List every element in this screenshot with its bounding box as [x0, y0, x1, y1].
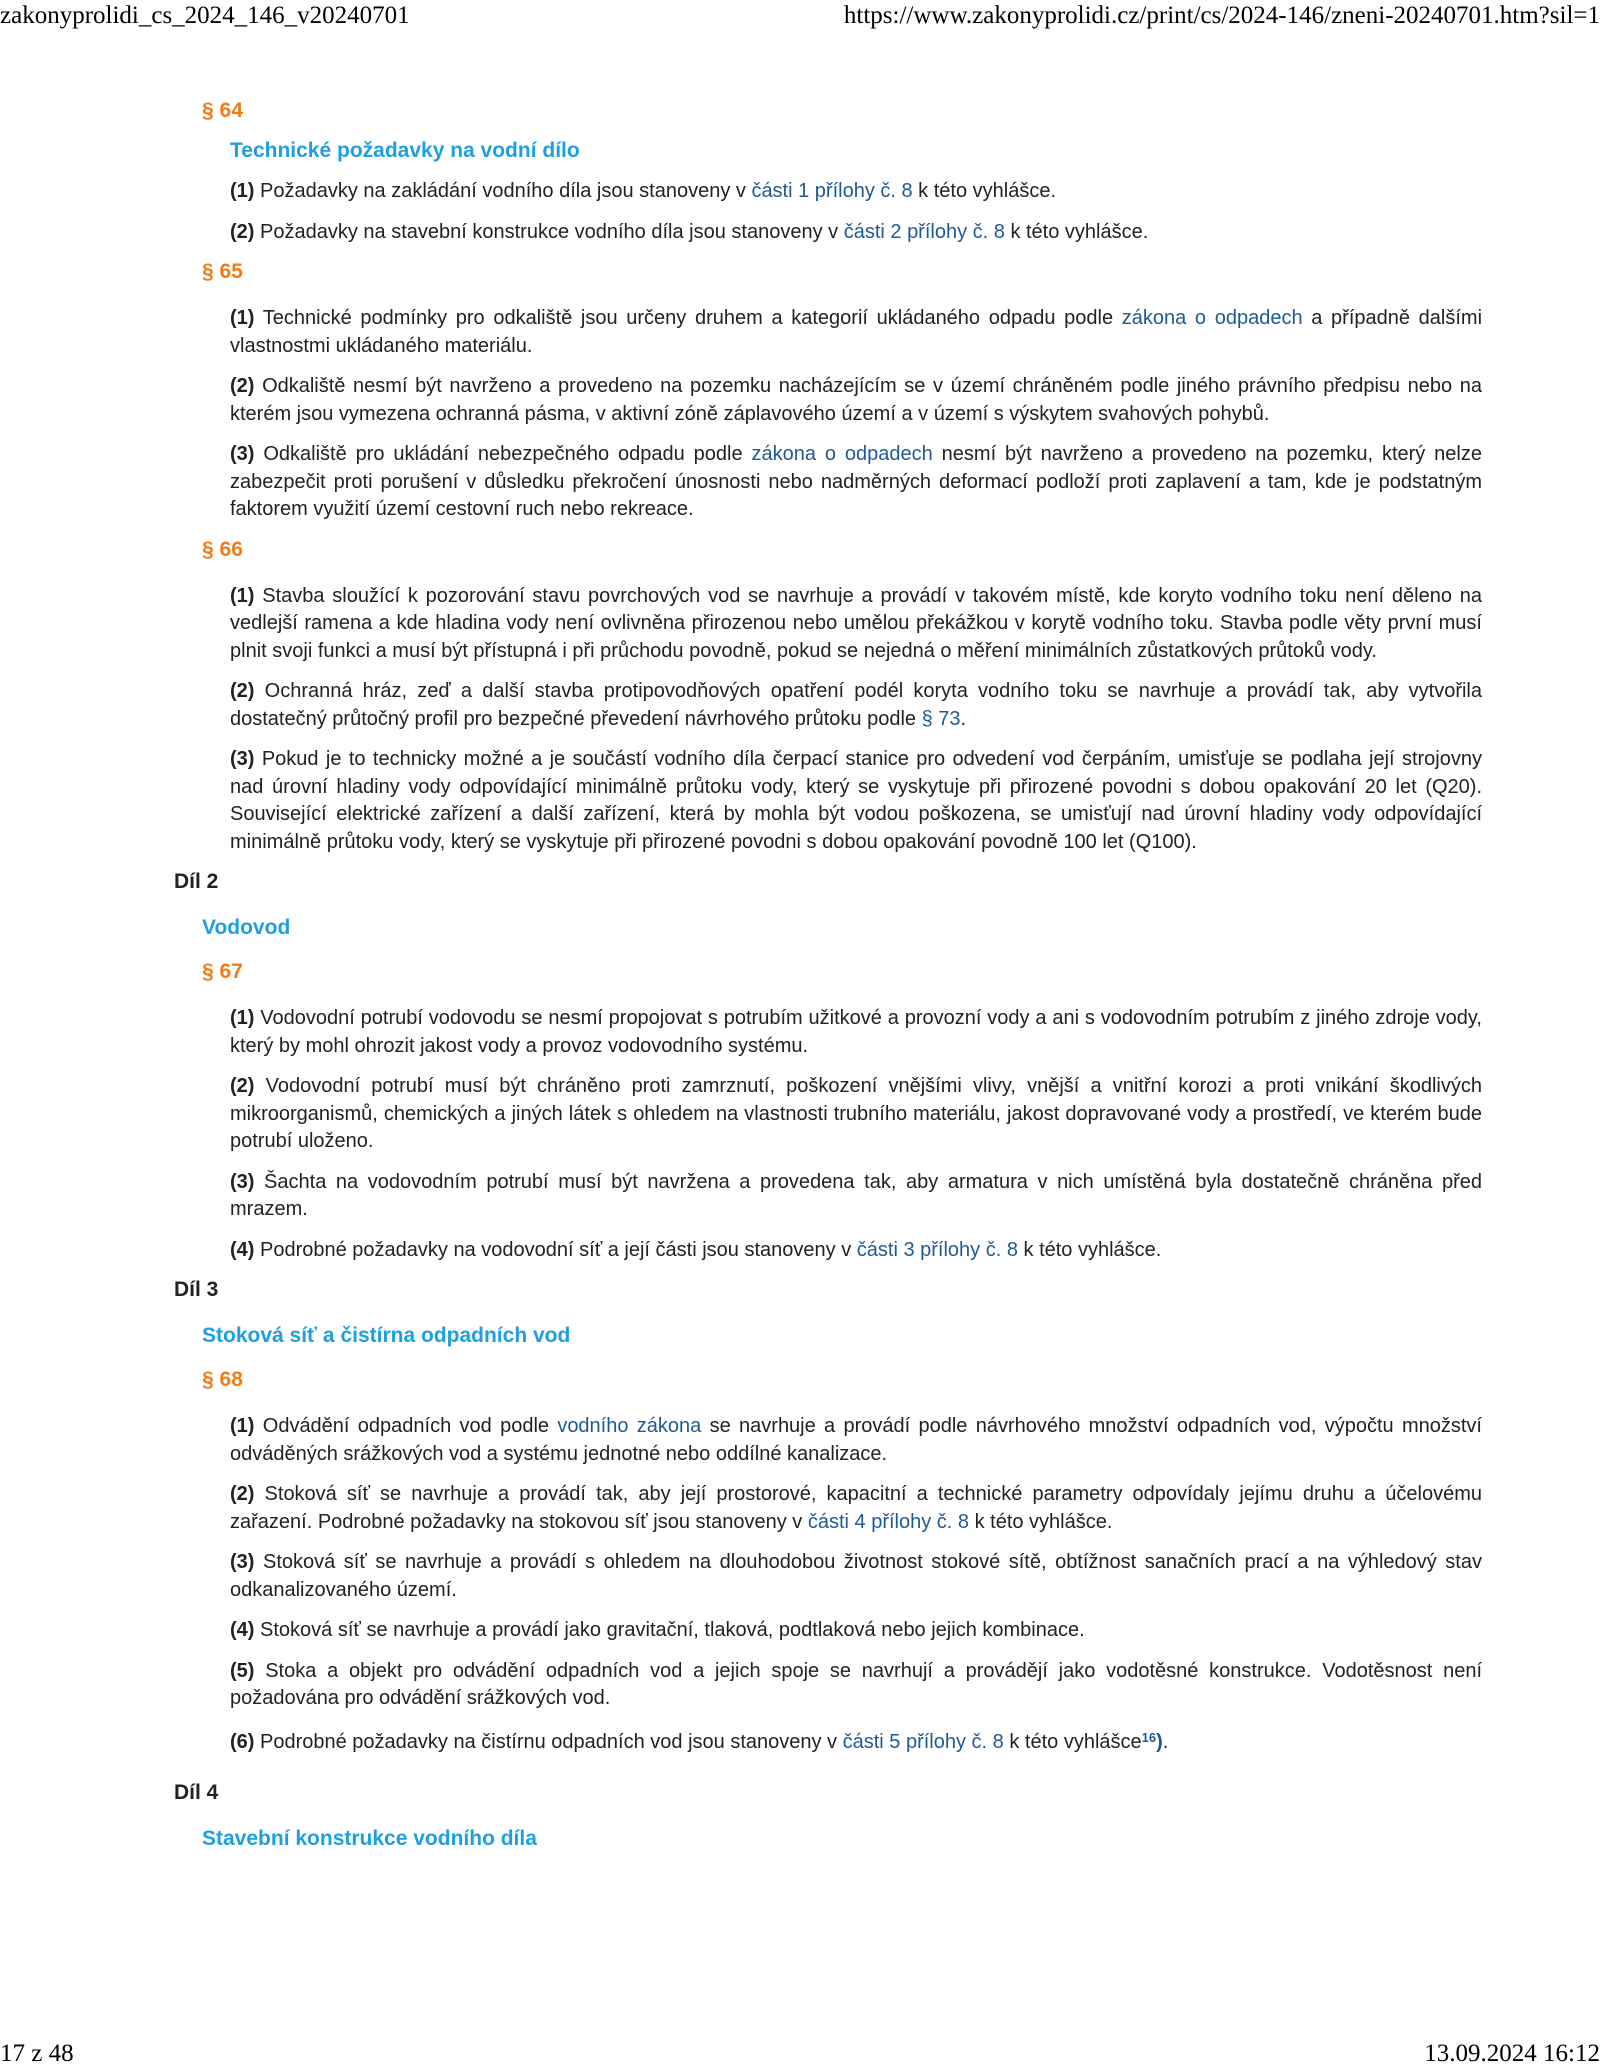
- paragraph-68-4: (4) Stoková síť se navrhuje a provádí jako gravitační, tlaková, podtlaková nebo jejich kombinace.: [230, 1619, 1085, 1641]
- paragraph-num: (4): [230, 1238, 255, 1261]
- link-cast-5-prilohy-8[interactable]: části 5 přílohy č. 8: [842, 1730, 1004, 1753]
- paragraph-68-3: (3) Stoková síť se navrhuje a provádí s ohledem na dlouhodobou životnost stokové sítě, obtížnost sanačních prací a na výhledový stav odkanalizovaného území.: [230, 1551, 1482, 1601]
- paragraph-num: (2): [230, 1483, 255, 1505]
- paragraph-65-2: (2) Odkaliště nesmí být navrženo a provedeno na pozemku nacházejícím se v území chráněném podle jiného právního předpisu nebo na kterém jsou vymezena ochranná pásma, v aktivní zóně záplavového území a v území s výskytem svahových pohybů.: [230, 375, 1482, 425]
- paragraph-66-2: (2) Ochranná hráz, zeď a další stavba protipovodňových opatření podél koryta vodního toku se navrhuje a provádí tak, aby vytvořila dostatečný průtočný profil pro bezpečné převedení návrhového průtoku podle § 73.: [230, 680, 1482, 730]
- part-title-vodovod: Vodovod: [202, 916, 291, 939]
- law-content: [174, 98, 1482, 1852]
- paragraph-66-1: (1) Stavba sloužící k pozorování stavu povrchových vod se navrhuje a provádí v takovém místě, kde koryto vodního toku není děleno na vedlejší ramena a kde hladina vody není ovlivněna přirozenou nebo umělou překážkou v korytě vodního toku. Stavba podle věty první musí plnit svoji funkci a musí být přístupná i při průchodu povodně, pokud se nejedná o měření minimálních zůstatkových průtoků vody.: [230, 584, 1482, 662]
- paragraph-68-6: (6) Podrobné požadavky na čistírnu odpadních vod jsou stanoveny v části 5 přílohy č. 8 k této vyhlášce$^{16}$).: [230, 1729, 1169, 1753]
- footnote-close-paren[interactable]: ): [1156, 1730, 1163, 1753]
- paragraph-num: (2): [230, 220, 255, 243]
- part-title-stokova-sit: Stoková síť a čistírna odpadních vod: [202, 1324, 571, 1347]
- paragraph-num: (1): [230, 180, 255, 202]
- part-title-stavebni-konstrukce: Stavební konstrukce vodního díla: [202, 1827, 537, 1850]
- section-number-64: § 64: [202, 99, 243, 122]
- paragraph-65-3: (3) Odkaliště pro ukládání nebezpečného odpadu podle zákona o odpadech nesmí být navrženo a provedeno na pozemku, který nelze zabezpečit proti porušení v důsledku překročení únosnosti nebo nadměrných deformací podloží proti zaplavení a tam, kde je podstatným faktorem využití území cestovní ruch nebo rekreace.: [230, 443, 1482, 520]
- paragraph-num: (1): [230, 1007, 255, 1029]
- part-label-dil-3: Díl 3: [174, 1278, 219, 1301]
- paragraph-68-1: (1) Odvádění odpadních vod podle vodního zákona se navrhuje a provádí podle návrhového množství odpadních vod, výpočtu množství odváděných srážkových vod a systému jednotné nebo oddílné kanalizace.: [230, 1415, 1482, 1465]
- paragraph-num: (2): [230, 1075, 255, 1097]
- section-number-67: § 67: [202, 960, 243, 983]
- paragraph-num: (3): [230, 748, 255, 770]
- paragraph-64-1: (1) Požadavky na zakládání vodního díla jsou stanoveny v části 1 přílohy č. 8 k této vyhlášce.: [230, 180, 1057, 202]
- print-footer-page: 17 z 48: [0, 2040, 74, 2067]
- link-cast-1-prilohy-8[interactable]: části 1 přílohy č. 8: [751, 180, 913, 202]
- paragraph-num: (3): [230, 443, 255, 465]
- paragraph-66-3: (3) Pokud je to technicky možné a je součástí vodního díla čerpací stanice pro odvedení vod čerpáním, umisťuje se podlaha její strojovny nad úrovní hladiny vody odpovídající minimálně průtoku vody, který se vyskytuje při přirozené povodni s dobou opakování 20 let (Q20). Související elektrické zařízení a další zařízení, která by mohla být vodou poškozena, se umisťují nad úrovní hladiny vody odpovídající minimálně průtoku vody, který se vyskytuje při přirozené povodni s dobou opakování povodně 100 let (Q100).: [230, 748, 1482, 853]
- print-header-doc-id: zakonyprolidi_cs_2024_146_v20240701: [0, 2, 410, 29]
- link-paragraph-73[interactable]: § 73: [921, 707, 961, 730]
- section-number-66: § 66: [202, 537, 243, 561]
- footnote-link-16[interactable]: 16: [1141, 1729, 1157, 1745]
- paragraph-num: (2): [230, 375, 255, 397]
- part-label-dil-2: Díl 2: [174, 870, 219, 893]
- paragraph-68-5: (5) Stoka a objekt pro odvádění odpadních vod a jejich spoje se navrhují a provádějí jako vodotěsné konstrukce. Vodotěsnost není požadována pro odvádění srážkových vod.: [230, 1659, 1482, 1709]
- paragraph-num: (3): [230, 1551, 255, 1573]
- paragraph-num: (1): [230, 307, 255, 329]
- paragraph-67-2: (2) Vodovodní potrubí musí být chráněno proti zamrznutí, poškození vnějšími vlivy, vnější a vnitřní korozi a proti vnikání škodlivých mikroorganismů, chemických a jiných látek s ohledem na vlastnosti trubního materiálu, jakost dopravované vody a prostředí, ve kterém bude potrubí uloženo.: [230, 1075, 1482, 1152]
- link-cast-4-prilohy-8[interactable]: části 4 přílohy č. 8: [807, 1510, 970, 1533]
- paragraph-num: (5): [230, 1659, 255, 1682]
- part-label-dil-4: Díl 4: [174, 1781, 219, 1804]
- section-number-68: § 68: [202, 1368, 243, 1391]
- paragraph-num: (1): [230, 584, 255, 607]
- print-footer-datetime: 13.09.2024 16:12: [1424, 2040, 1600, 2067]
- paragraph-num: (3): [230, 1170, 255, 1193]
- section-number-65: § 65: [202, 260, 243, 283]
- link-cast-3-prilohy-8[interactable]: části 3 přílohy č. 8: [856, 1238, 1018, 1261]
- paragraph-67-4: (4) Podrobné požadavky na vodovodní síť a její části jsou stanoveny v části 3 přílohy č. 8 k této vyhlášce.: [230, 1238, 1162, 1261]
- paragraph-num: (1): [230, 1415, 255, 1437]
- paragraph-65-1: (1) Technické podmínky pro odkaliště jsou určeny druhem a kategorií ukládaného odpadu podle zákona o odpadech a případně dalšími vlastnostmi ukládaného materiálu.: [230, 307, 1483, 357]
- paragraph-64-2: (2) Požadavky na stavební konstrukce vodního díla jsou stanoveny v části 2 přílohy č. 8 k této vyhlášce.: [230, 220, 1149, 243]
- paragraph-68-2: (2) Stoková síť se navrhuje a provádí tak, aby její prostorové, kapacitní a technické parametry odpovídaly jejímu druhu a účelovému zařazení. Podrobné požadavky na stokovou síť jsou stanoveny v části 4 přílohy č. 8 k této vyhlášce.: [230, 1483, 1482, 1533]
- link-zakon-o-odpadech[interactable]: zákona o odpadech: [1121, 307, 1303, 329]
- link-zakon-o-odpadech[interactable]: zákona o odpadech: [751, 443, 933, 465]
- link-cast-2-prilohy-8[interactable]: části 2 přílohy č. 8: [843, 220, 1005, 243]
- paragraph-num: (4): [230, 1619, 255, 1641]
- section-title-64: Technické požadavky na vodní dílo: [230, 139, 580, 162]
- paragraph-67-1: (1) Vodovodní potrubí vodovodu se nesmí propojovat s potrubím užitkové a provozní vody a ani s vodovodním potrubím z jiného zdroje vody, který by mohl ohrozit jakost vody a provoz vodovodního systému.: [230, 1007, 1482, 1057]
- link-vodni-zakon[interactable]: vodního zákona: [557, 1415, 702, 1437]
- paragraph-num: (2): [230, 680, 255, 702]
- paragraph-num: (6): [230, 1730, 255, 1753]
- paragraph-67-3: (3) Šachta na vodovodním potrubí musí být navržena a provedena tak, aby armatura v nich umístěná byla dostatečně chráněna před mrazem.: [230, 1170, 1482, 1220]
- print-header-url: https://www.zakonyprolidi.cz/print/cs/2024-146/zneni-20240701.htm?sil=1: [843, 2, 1600, 29]
